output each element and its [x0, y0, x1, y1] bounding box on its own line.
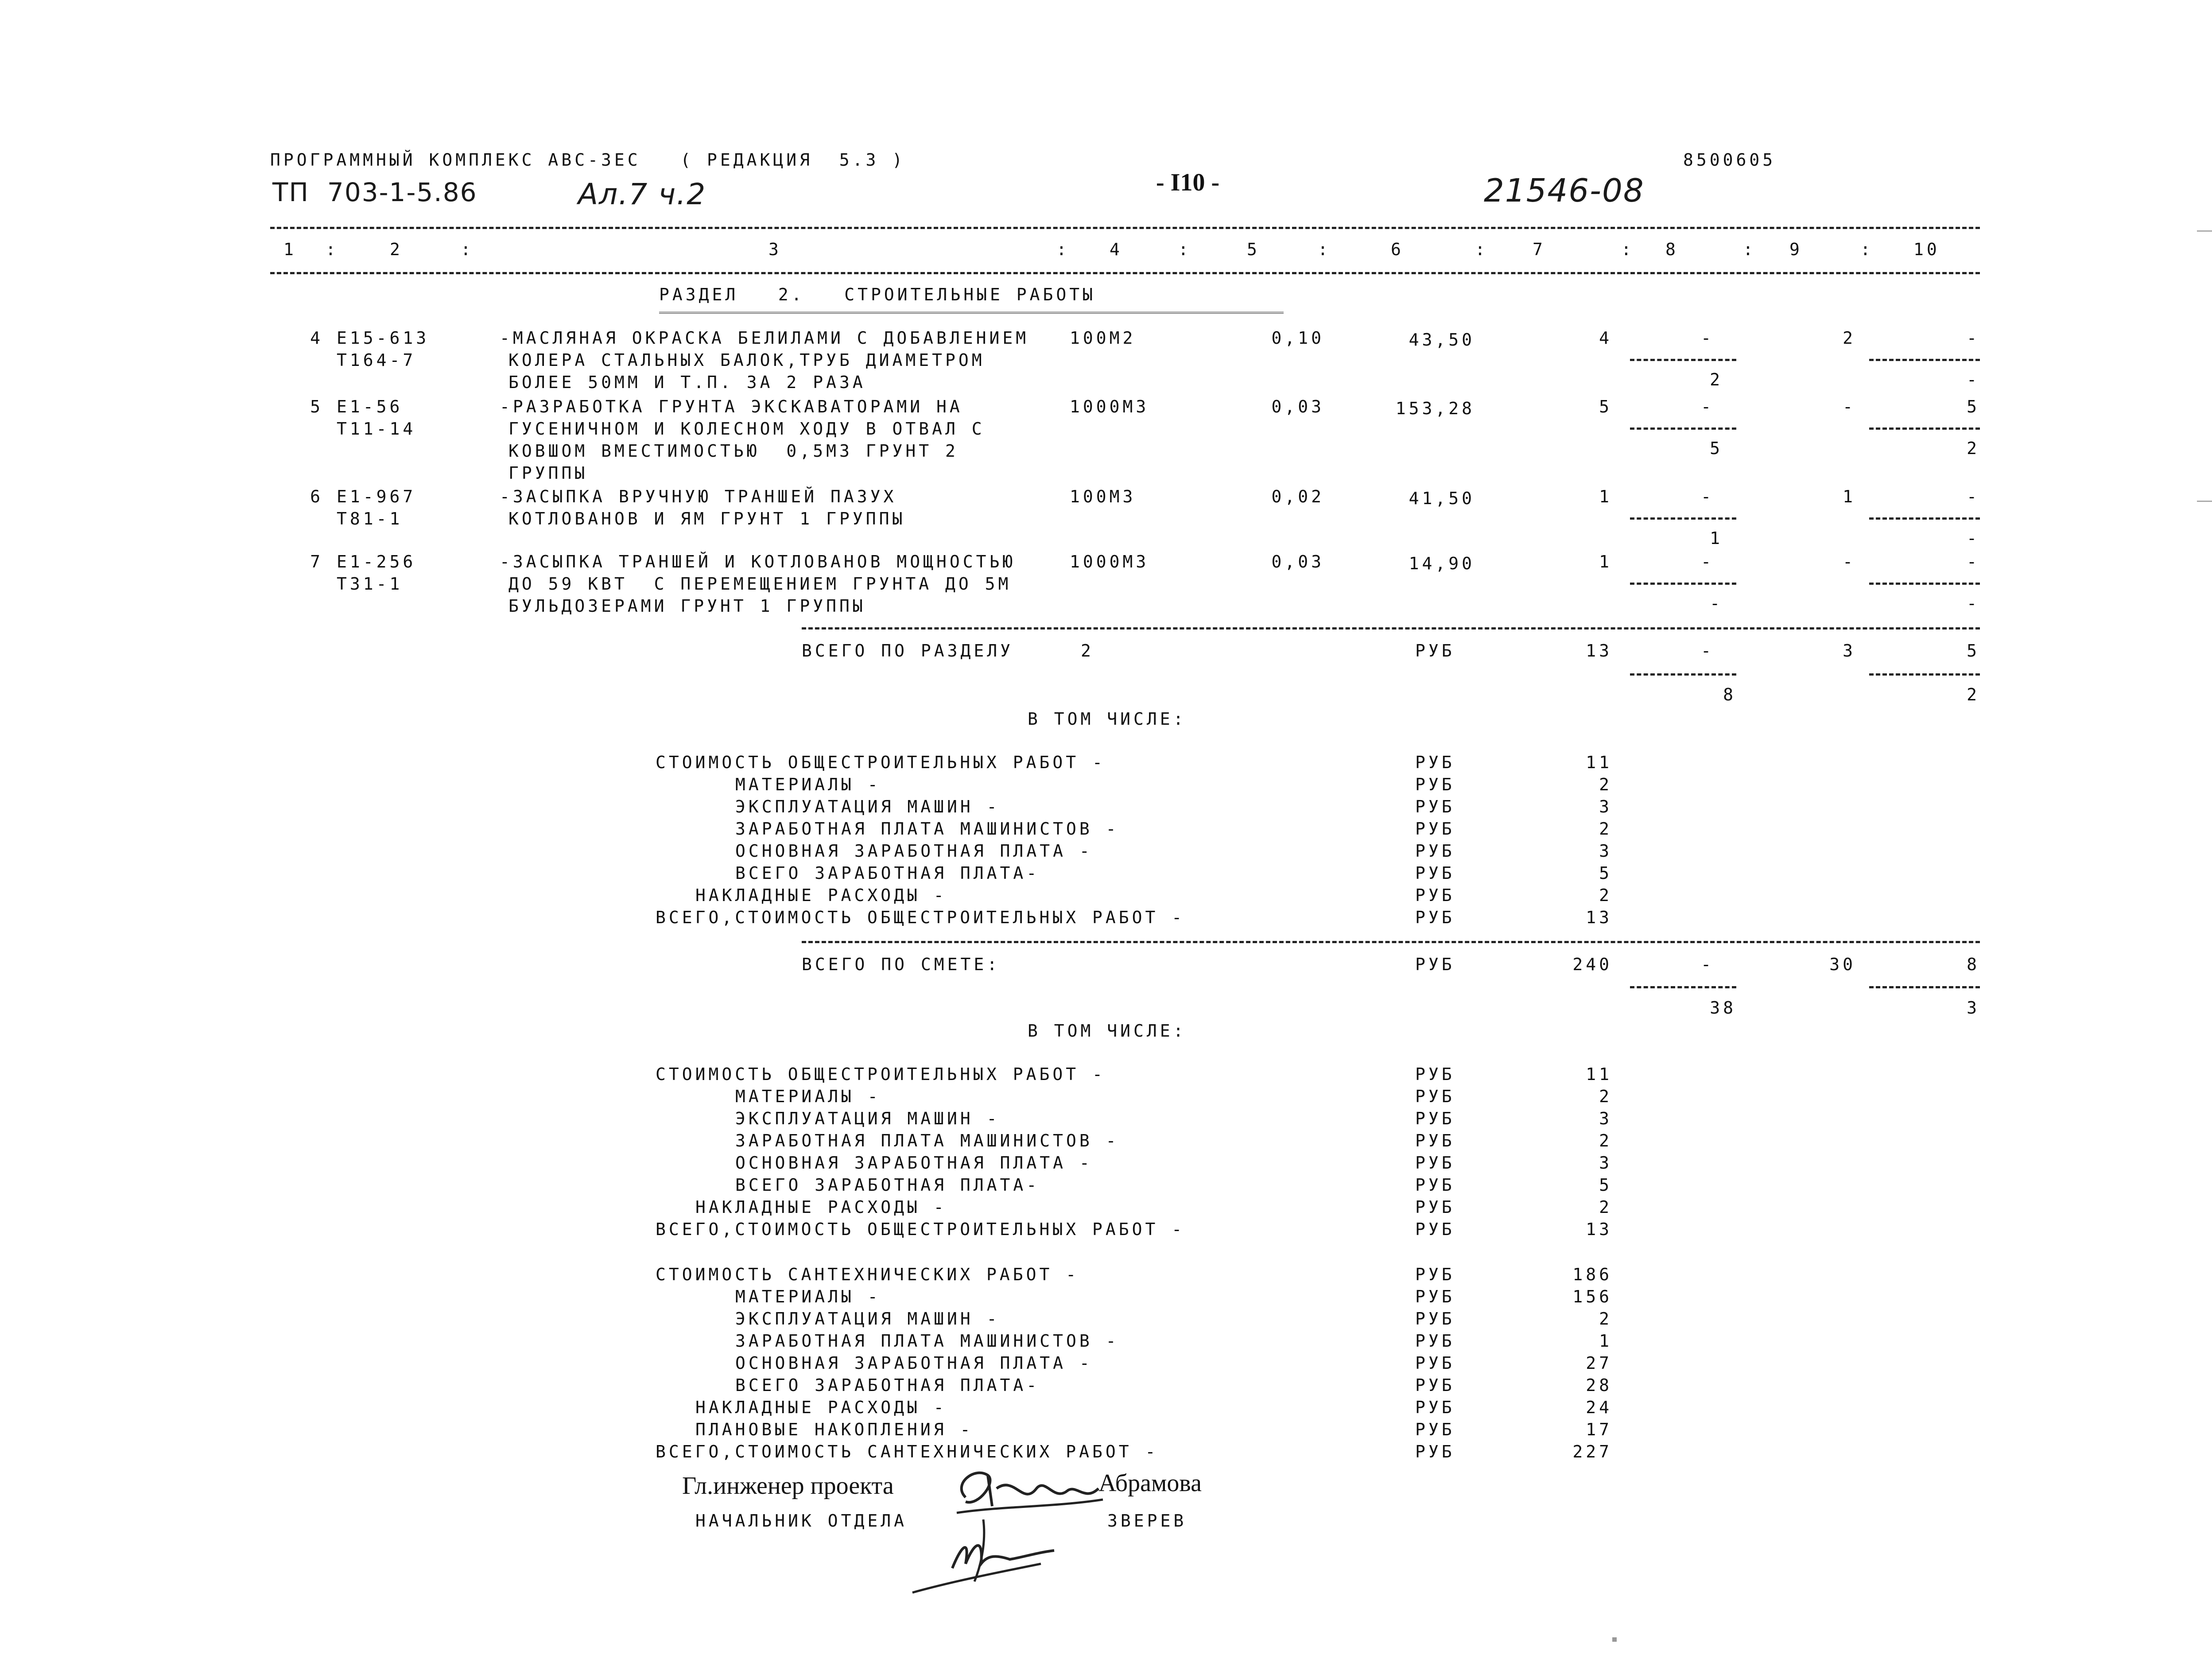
section-total-c8-bottom: 8 [1723, 685, 1736, 704]
section-title: РАЗДЕЛ 2. СТРОИТЕЛЬНЫЕ РАБОТЫ [659, 285, 1096, 304]
section-total-c8-top: - [1701, 641, 1714, 661]
row-c9: 1 [1843, 487, 1856, 506]
column-number: : [1743, 240, 1756, 259]
row-c8-top: - [1701, 487, 1714, 506]
breakdown-unit: РУБ [1415, 1131, 1455, 1150]
breakdown-label: ЗАРАБОТНАЯ ПЛАТА МАШИНИСТОВ - [735, 1131, 1119, 1150]
row-description-line: КОТЛОВАНОВ И ЯМ ГРУНТ 1 ГРУППЫ [508, 509, 906, 528]
estimate-total-c9: 30 [1829, 955, 1856, 974]
scan-mark [2197, 501, 2212, 502]
page-number: - I10 - [1156, 169, 1220, 196]
row-c10-top: 5 [1967, 397, 1980, 416]
row-c10-rule [1869, 583, 1980, 585]
row-code: Е1-967 [337, 487, 416, 506]
row-description-line: ГУСЕНИЧНОМ И КОЛЕСНОМ ХОДУ В ОТВАЛ С [508, 419, 985, 439]
row-description-line: -РАЗРАБОТКА ГРУНТА ЭКСКАВАТОРАМИ НА [500, 397, 963, 416]
breakdown-unit: РУБ [1415, 1376, 1455, 1395]
row-c10-top: - [1967, 487, 1980, 506]
breakdown-label: НАКЛАДНЫЕ РАСХОДЫ - [695, 886, 947, 905]
breakdown-value: 2 [1599, 886, 1612, 905]
breakdown-value: 11 [1586, 753, 1612, 772]
section-total-number: 2 [1081, 641, 1094, 661]
row-c8-top: - [1701, 397, 1714, 416]
row-description-line: БОЛЕЕ 50ММ И Т.П. ЗА 2 РАЗА [508, 373, 866, 392]
column-number: : [326, 240, 339, 259]
section-total-label: ВСЕГО ПО РАЗДЕЛУ [802, 641, 1014, 661]
row-unit-price: 14,90 [1409, 554, 1475, 573]
breakdown-label: СТОИМОСТЬ ОБЩЕСТРОИТЕЛЬНЫХ РАБОТ - [656, 753, 1106, 772]
row-c8-bottom: 1 [1710, 528, 1723, 548]
scan-mark [1612, 1637, 1617, 1642]
breakdown-label: ЭКСПЛУАТАЦИЯ МАШИН - [735, 797, 1000, 816]
breakdown-label: МАТЕРИАЛЫ - [735, 1287, 881, 1306]
section-total-unit: РУБ [1415, 641, 1455, 661]
row-code: Е1-56 [337, 397, 403, 416]
breakdown-label: ВСЕГО ЗАРАБОТНАЯ ПЛАТА- [735, 1376, 1040, 1395]
chief-engineer-name: Абрамова [1098, 1469, 1202, 1497]
column-number: 5 [1247, 240, 1260, 259]
breakdown-unit: РУБ [1415, 1265, 1455, 1284]
section-total-c9: 3 [1843, 641, 1856, 661]
row-subcode: Т31-1 [337, 574, 403, 594]
breakdown-value: 11 [1586, 1065, 1612, 1084]
breakdown-label: ЗАРАБОТНАЯ ПЛАТА МАШИНИСТОВ - [735, 1331, 1119, 1351]
breakdown-value: 2 [1599, 1197, 1612, 1217]
breakdown-unit: РУБ [1415, 908, 1455, 927]
row-code: Е1-256 [337, 552, 416, 571]
row-c10-rule [1869, 517, 1980, 520]
breakdown-value: 186 [1572, 1265, 1612, 1284]
breakdown-value: 3 [1599, 797, 1612, 816]
estimate-total-c8-top: - [1701, 955, 1714, 974]
row-quantity: 0,03 [1271, 552, 1324, 571]
row-c10-top: - [1967, 328, 1980, 348]
row-c8-bottom: 2 [1710, 370, 1723, 389]
breakdown-label: МАТЕРИАЛЫ - [735, 775, 881, 794]
breakdown-value: 24 [1586, 1398, 1612, 1417]
column-number: 4 [1110, 240, 1123, 259]
row-number: 7 [310, 552, 323, 571]
estimate-total-c8-rule [1630, 986, 1736, 988]
row-description-line: -ЗАСЫПКА ВРУЧНУЮ ТРАНШЕЙ ПАЗУХ [500, 487, 897, 506]
breakdown-unit: РУБ [1415, 1420, 1455, 1439]
breakdown-label: ВСЕГО,СТОИМОСТЬ САНТЕХНИЧЕСКИХ РАБОТ - [656, 1442, 1159, 1461]
breakdown-label: ВСЕГО ЗАРАБОТНАЯ ПЛАТА- [735, 1175, 1040, 1195]
row-total-cost: 1 [1599, 487, 1612, 506]
row-unit-price: 41,50 [1409, 489, 1475, 508]
row-description-line: -ЗАСЫПКА ТРАНШЕЙ И КОТЛОВАНОВ МОЩНОСТЬЮ [500, 552, 1016, 571]
estimate-total-c8-bottom: 38 [1710, 998, 1736, 1018]
breakdown-value: 2 [1599, 1087, 1612, 1106]
row-description-line: -МАСЛЯНАЯ ОКРАСКА БЕЛИЛАМИ С ДОБАВЛЕНИЕМ [500, 328, 1029, 348]
breakdown-label: ЭКСПЛУАТАЦИЯ МАШИН - [735, 1309, 1000, 1329]
row-subcode: Т164-7 [337, 350, 416, 370]
breakdown-unit: РУБ [1415, 1287, 1455, 1306]
program-title: ПРОГРАММНЫЙ КОМПЛЕКС АВС-3ЕС ( РЕДАКЦИЯ 5.3 ) [270, 150, 906, 170]
including-label-section: В ТОМ ЧИСЛЕ: [1028, 709, 1187, 729]
breakdown-unit: РУБ [1415, 1220, 1455, 1239]
section-total-c10-top: 5 [1967, 641, 1980, 661]
row-quantity: 0,02 [1271, 487, 1324, 506]
row-description-line: БУЛЬДОЗЕРАМИ ГРУНТ 1 ГРУППЫ [508, 596, 866, 616]
row-total-cost: 4 [1599, 328, 1612, 348]
row-c10-bottom: - [1967, 370, 1980, 389]
estimate-total-c7: 240 [1572, 955, 1612, 974]
column-number: 9 [1789, 240, 1803, 259]
breakdown-value: 28 [1586, 1376, 1612, 1395]
breakdown-unit: РУБ [1415, 1442, 1455, 1461]
breakdown-unit: РУБ [1415, 1398, 1455, 1417]
breakdown-value: 227 [1572, 1442, 1612, 1461]
row-c8-rule [1630, 359, 1736, 361]
row-c9: 2 [1843, 328, 1856, 348]
row-c8-bottom: 5 [1710, 439, 1723, 458]
column-number: : [1056, 240, 1070, 259]
breakdown-label: ВСЕГО ЗАРАБОТНАЯ ПЛАТА- [735, 863, 1040, 883]
row-c8-rule [1630, 427, 1736, 430]
column-number: 3 [768, 240, 782, 259]
breakdown-label: ОСНОВНАЯ ЗАРАБОТНАЯ ПЛАТА - [735, 1153, 1093, 1173]
estimate-total-rule [802, 941, 1980, 943]
row-unit: 1000М3 [1070, 552, 1149, 571]
breakdown-unit: РУБ [1415, 753, 1455, 772]
breakdown-unit: РУБ [1415, 1309, 1455, 1329]
project-number: ТП 703-1-5.86 [272, 177, 477, 207]
doc-number: 21546-08 [1484, 172, 1645, 209]
breakdown-unit: РУБ [1415, 1087, 1455, 1106]
row-number: 4 [310, 328, 323, 348]
row-c10-rule [1869, 427, 1980, 430]
estimate-total-c10-top: 8 [1967, 955, 1980, 974]
column-number: 7 [1533, 240, 1546, 259]
breakdown-value: 13 [1586, 908, 1612, 927]
row-subcode: Т11-14 [337, 419, 416, 439]
breakdown-value: 2 [1599, 1131, 1612, 1150]
breakdown-unit: РУБ [1415, 1065, 1455, 1084]
breakdown-value: 156 [1572, 1287, 1612, 1306]
breakdown-value: 3 [1599, 1109, 1612, 1128]
section-total-c7: 13 [1586, 641, 1612, 661]
column-number: : [1860, 240, 1874, 259]
breakdown-label: ВСЕГО,СТОИМОСТЬ ОБЩЕСТРОИТЕЛЬНЫХ РАБОТ - [656, 908, 1185, 927]
breakdown-unit: РУБ [1415, 886, 1455, 905]
breakdown-value: 3 [1599, 841, 1612, 861]
column-number: 10 [1913, 240, 1940, 259]
breakdown-label: ОСНОВНАЯ ЗАРАБОТНАЯ ПЛАТА - [735, 1353, 1093, 1373]
breakdown-unit: РУБ [1415, 1153, 1455, 1173]
row-c10-bottom: - [1967, 528, 1980, 548]
breakdown-label: ЗАРАБОТНАЯ ПЛАТА МАШИНИСТОВ - [735, 819, 1119, 839]
column-number: 6 [1391, 240, 1404, 259]
row-number: 6 [310, 487, 323, 506]
row-unit-price: 43,50 [1409, 330, 1475, 350]
estimate-total-unit: РУБ [1415, 955, 1455, 974]
row-c8-rule [1630, 583, 1736, 585]
row-c8-rule [1630, 517, 1736, 520]
row-c9: - [1843, 397, 1856, 416]
breakdown-value: 27 [1586, 1353, 1612, 1373]
row-unit: 1000М3 [1070, 397, 1149, 416]
breakdown-label: СТОИМОСТЬ ОБЩЕСТРОИТЕЛЬНЫХ РАБОТ - [656, 1065, 1106, 1084]
breakdown-unit: РУБ [1415, 1353, 1455, 1373]
estimate-total-c10-bottom: 3 [1967, 998, 1980, 1018]
album-number: Ал.7 ч.2 [578, 177, 706, 211]
row-unit: 100М3 [1070, 487, 1136, 506]
column-number: 1 [283, 240, 297, 259]
breakdown-label: ВСЕГО,СТОИМОСТЬ ОБЩЕСТРОИТЕЛЬНЫХ РАБОТ - [656, 1220, 1185, 1239]
including-label-estimate: В ТОМ ЧИСЛЕ: [1028, 1021, 1187, 1041]
breakdown-label: НАКЛАДНЫЕ РАСХОДЫ - [695, 1197, 947, 1217]
breakdown-value: 5 [1599, 1175, 1612, 1195]
row-total-cost: 5 [1599, 397, 1612, 416]
row-unit-price: 153,28 [1395, 399, 1475, 418]
breakdown-unit: РУБ [1415, 797, 1455, 816]
section-total-c10-rule [1869, 673, 1980, 676]
row-c8-bottom: - [1710, 594, 1723, 613]
breakdown-unit: РУБ [1415, 1175, 1455, 1195]
row-quantity: 0,10 [1271, 328, 1324, 348]
section-total-c8-rule [1630, 673, 1736, 676]
section-title-underline [659, 312, 1284, 314]
document-code: 8500605 [1683, 150, 1776, 170]
breakdown-value: 13 [1586, 1220, 1612, 1239]
section-total-c10-bottom: 2 [1967, 685, 1980, 704]
row-c10-bottom: - [1967, 594, 1980, 613]
breakdown-label: ЭКСПЛУАТАЦИЯ МАШИН - [735, 1109, 1000, 1128]
section-total-rule [802, 627, 1980, 629]
breakdown-value: 5 [1599, 863, 1612, 883]
header-rule-bottom [270, 272, 1980, 274]
dept-head-label: НАЧАЛЬНИК ОТДЕЛА [695, 1511, 908, 1531]
column-number: 8 [1665, 240, 1679, 259]
breakdown-label: НАКЛАДНЫЕ РАСХОДЫ - [695, 1398, 947, 1417]
breakdown-value: 1 [1599, 1331, 1612, 1351]
breakdown-label: МАТЕРИАЛЫ - [735, 1087, 881, 1106]
breakdown-value: 2 [1599, 1309, 1612, 1329]
estimate-total-label: ВСЕГО ПО СМЕТЕ: [802, 955, 1001, 974]
row-unit: 100М2 [1070, 328, 1136, 348]
column-number: : [461, 240, 474, 259]
column-number: : [1475, 240, 1488, 259]
row-code: Е15-613 [337, 328, 430, 348]
row-total-cost: 1 [1599, 552, 1612, 571]
row-c8-top: - [1701, 552, 1714, 571]
breakdown-unit: РУБ [1415, 863, 1455, 883]
breakdown-unit: РУБ [1415, 841, 1455, 861]
breakdown-unit: РУБ [1415, 1109, 1455, 1128]
breakdown-label: ПЛАНОВЫЕ НАКОПЛЕНИЯ - [695, 1420, 974, 1439]
breakdown-label: ОСНОВНАЯ ЗАРАБОТНАЯ ПЛАТА - [735, 841, 1093, 861]
row-number: 5 [310, 397, 323, 416]
estimate-total-c10-rule [1869, 986, 1980, 988]
dept-head-signature [908, 1511, 1067, 1599]
breakdown-unit: РУБ [1415, 819, 1455, 839]
row-c9: - [1843, 552, 1856, 571]
row-description-line: КОЛЕРА СТАЛЬНЫХ БАЛОК,ТРУБ ДИАМЕТРОМ [508, 350, 985, 370]
column-number: 2 [390, 240, 403, 259]
chief-engineer-label: Гл.инженер проекта [682, 1472, 894, 1500]
breakdown-value: 2 [1599, 819, 1612, 839]
column-number: : [1621, 240, 1634, 259]
row-c8-top: - [1701, 328, 1714, 348]
row-subcode: Т81-1 [337, 509, 403, 528]
row-description-line: ГРУППЫ [508, 463, 588, 483]
column-number: : [1178, 240, 1191, 259]
row-c10-bottom: 2 [1967, 439, 1980, 458]
breakdown-unit: РУБ [1415, 775, 1455, 794]
breakdown-unit: РУБ [1415, 1197, 1455, 1217]
breakdown-unit: РУБ [1415, 1331, 1455, 1351]
breakdown-value: 3 [1599, 1153, 1612, 1173]
scan-mark [2197, 230, 2212, 232]
row-c10-rule [1869, 359, 1980, 361]
breakdown-value: 2 [1599, 775, 1612, 794]
header-rule-top [270, 227, 1980, 229]
row-quantity: 0,03 [1271, 397, 1324, 416]
row-description-line: ДО 59 КВТ С ПЕРЕМЕЩЕНИЕМ ГРУНТА ДО 5М [508, 574, 1012, 594]
row-description-line: КОВШОМ ВМЕСТИМОСТЬЮ 0,5М3 ГРУНТ 2 [508, 441, 959, 461]
column-number: : [1318, 240, 1331, 259]
dept-head-name: ЗВЕРЕВ [1107, 1511, 1187, 1531]
row-c10-top: - [1967, 552, 1980, 571]
breakdown-value: 17 [1586, 1420, 1612, 1439]
breakdown-label: СТОИМОСТЬ САНТЕХНИЧЕСКИХ РАБОТ - [656, 1265, 1079, 1284]
